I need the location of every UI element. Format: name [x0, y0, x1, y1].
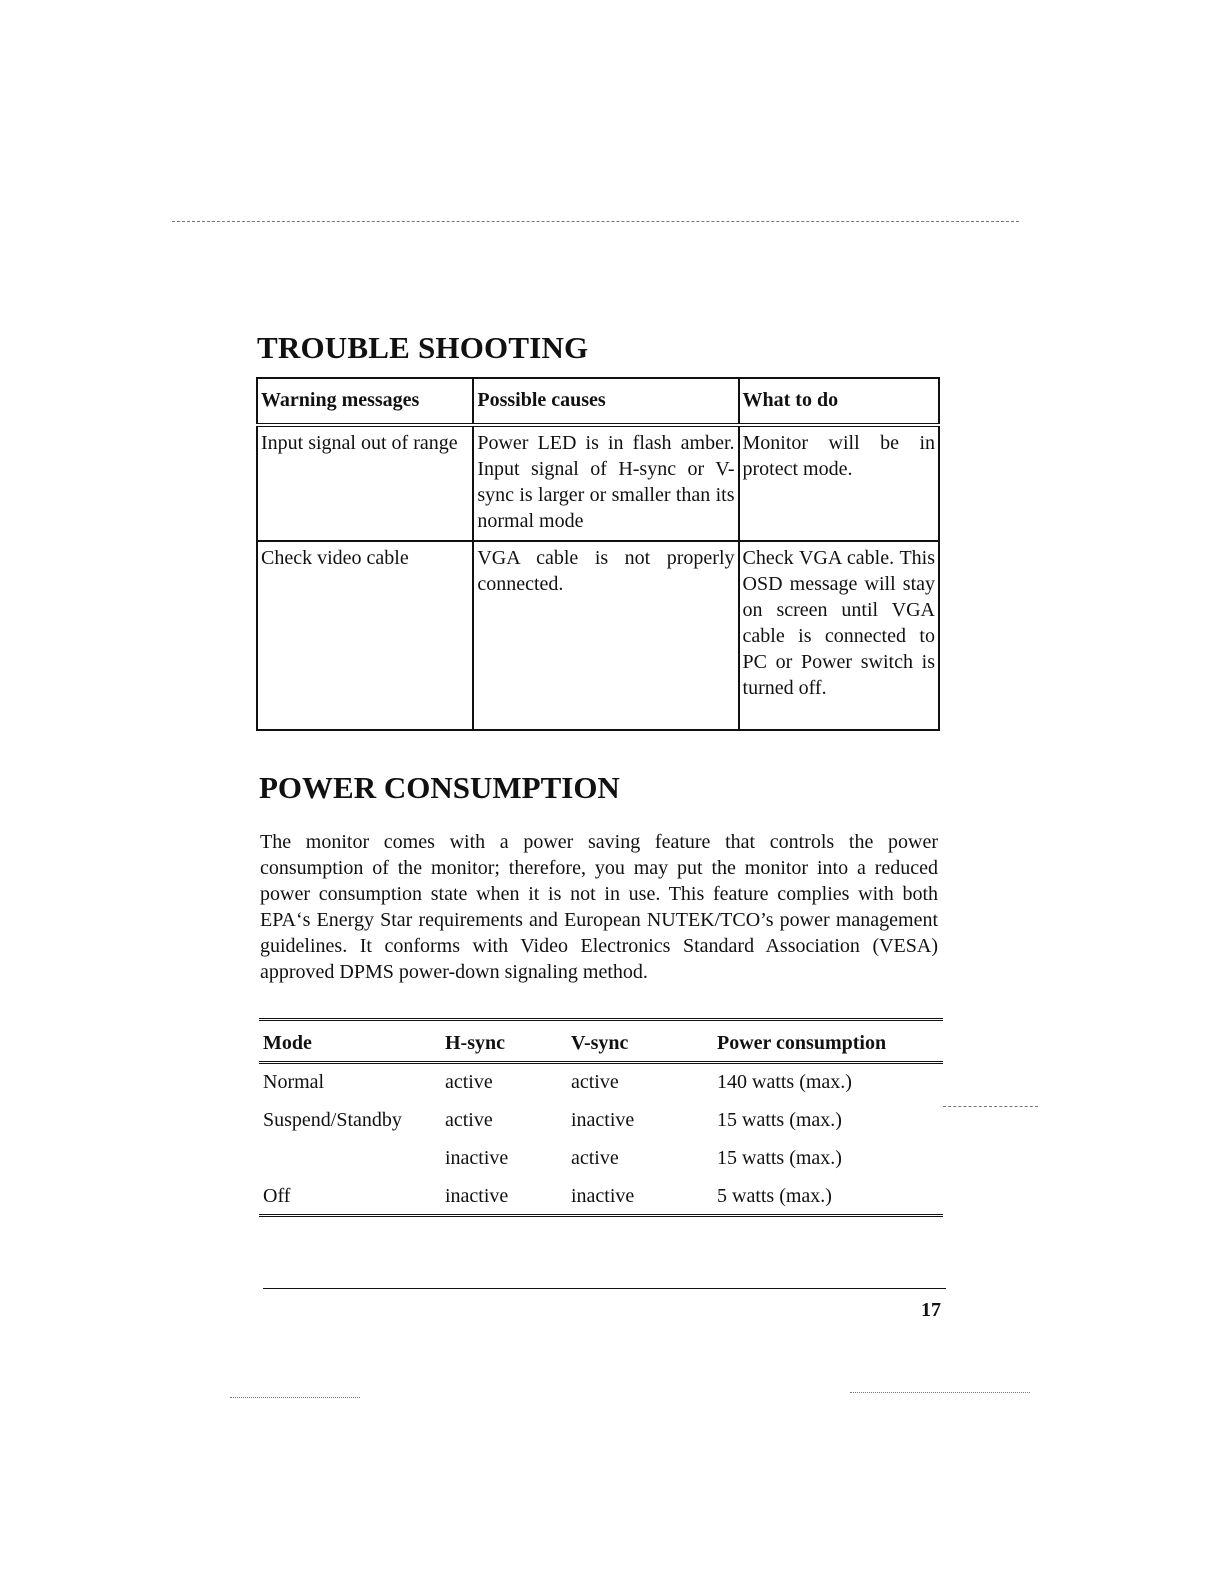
power-consumption-paragraph: The monitor comes with a power saving feature that controls the power consumption of the monitor; therefore, you may put the monitor into a reduced power consumption state when it is not in use. This feature complies with both EPA‘s Energy Star requirements and European NUTEK/TCO’s power management guidelines. It conforms with Video Electronics Standard Association (VESA) approved DPMS power-down signaling method.: [260, 831, 938, 983]
mode-cell: Normal: [263, 1070, 325, 1093]
power-consumption-table: [259, 1028, 943, 1215]
h-sync-cell: active: [445, 1108, 493, 1131]
warning-message-cell: Input signal out of range: [257, 425, 473, 541]
header-warning-messages: Warning messages: [257, 378, 473, 425]
mode-cell: Off: [263, 1184, 291, 1207]
table-top-rule: [259, 1018, 943, 1021]
mode-cell: Suspend/Standby: [263, 1108, 402, 1131]
side-scan-rule: [943, 1106, 1038, 1107]
h-sync-cell: active: [445, 1070, 493, 1093]
what-to-do-cell: Check VGA cable. This OSD message will stay on screen until VGA cable is connected to PC or Power switch is turned off.: [739, 541, 939, 730]
v-sync-cell: active: [571, 1070, 619, 1093]
table-row: [259, 1063, 943, 1101]
bottom-scan-rule-left: [230, 1397, 360, 1398]
header-mode: Mode: [263, 1032, 312, 1054]
power-cell: 5 watts (max.): [717, 1184, 832, 1207]
trouble-shooting-table: [256, 377, 940, 731]
table-row: [259, 1101, 943, 1139]
what-to-do-cell: Monitor will be in protect mode.: [739, 425, 939, 541]
table-header-rule: [259, 1061, 943, 1064]
table-bottom-rule: [259, 1214, 943, 1217]
h-sync-cell: inactive: [445, 1146, 509, 1169]
mode-cell: [259, 1139, 441, 1177]
header-h-sync: H-sync: [445, 1032, 505, 1054]
table-row: [257, 425, 939, 541]
header-possible-causes: Possible causes: [473, 378, 738, 425]
power-cell: 15 watts (max.): [717, 1108, 842, 1131]
header-what-to-do: What to do: [739, 378, 939, 425]
table-row: [259, 1177, 943, 1215]
bottom-scan-rule-right: [850, 1392, 1030, 1393]
power-consumption-title: POWER CONSUMPTION: [259, 770, 620, 805]
possible-cause-cell: Power LED is in flash amber. Input signal of H-sync or V-sync is larger or smaller than its normal mode: [473, 425, 738, 541]
header-power-consumption: Power consumption: [717, 1032, 887, 1054]
power-cell: 140 watts (max.): [717, 1070, 852, 1093]
header-v-sync: V-sync: [571, 1032, 629, 1054]
power-cell: 15 watts (max.): [717, 1146, 842, 1169]
footer-rule: [263, 1288, 946, 1289]
table-header-row: [257, 378, 939, 425]
v-sync-cell: inactive: [571, 1184, 635, 1207]
table-row: [259, 1139, 943, 1177]
trouble-shooting-title: TROUBLE SHOOTING: [257, 330, 589, 365]
possible-cause-cell: VGA cable is not properly connected.: [473, 541, 738, 730]
warning-message-cell: Check video cable: [257, 541, 473, 730]
v-sync-cell: active: [571, 1146, 619, 1169]
table-row: [257, 541, 939, 730]
table-header-row: [259, 1028, 943, 1063]
h-sync-cell: inactive: [445, 1184, 509, 1207]
page-number: 17: [921, 1299, 941, 1321]
v-sync-cell: inactive: [571, 1108, 635, 1131]
top-scan-rule: [172, 221, 1019, 222]
